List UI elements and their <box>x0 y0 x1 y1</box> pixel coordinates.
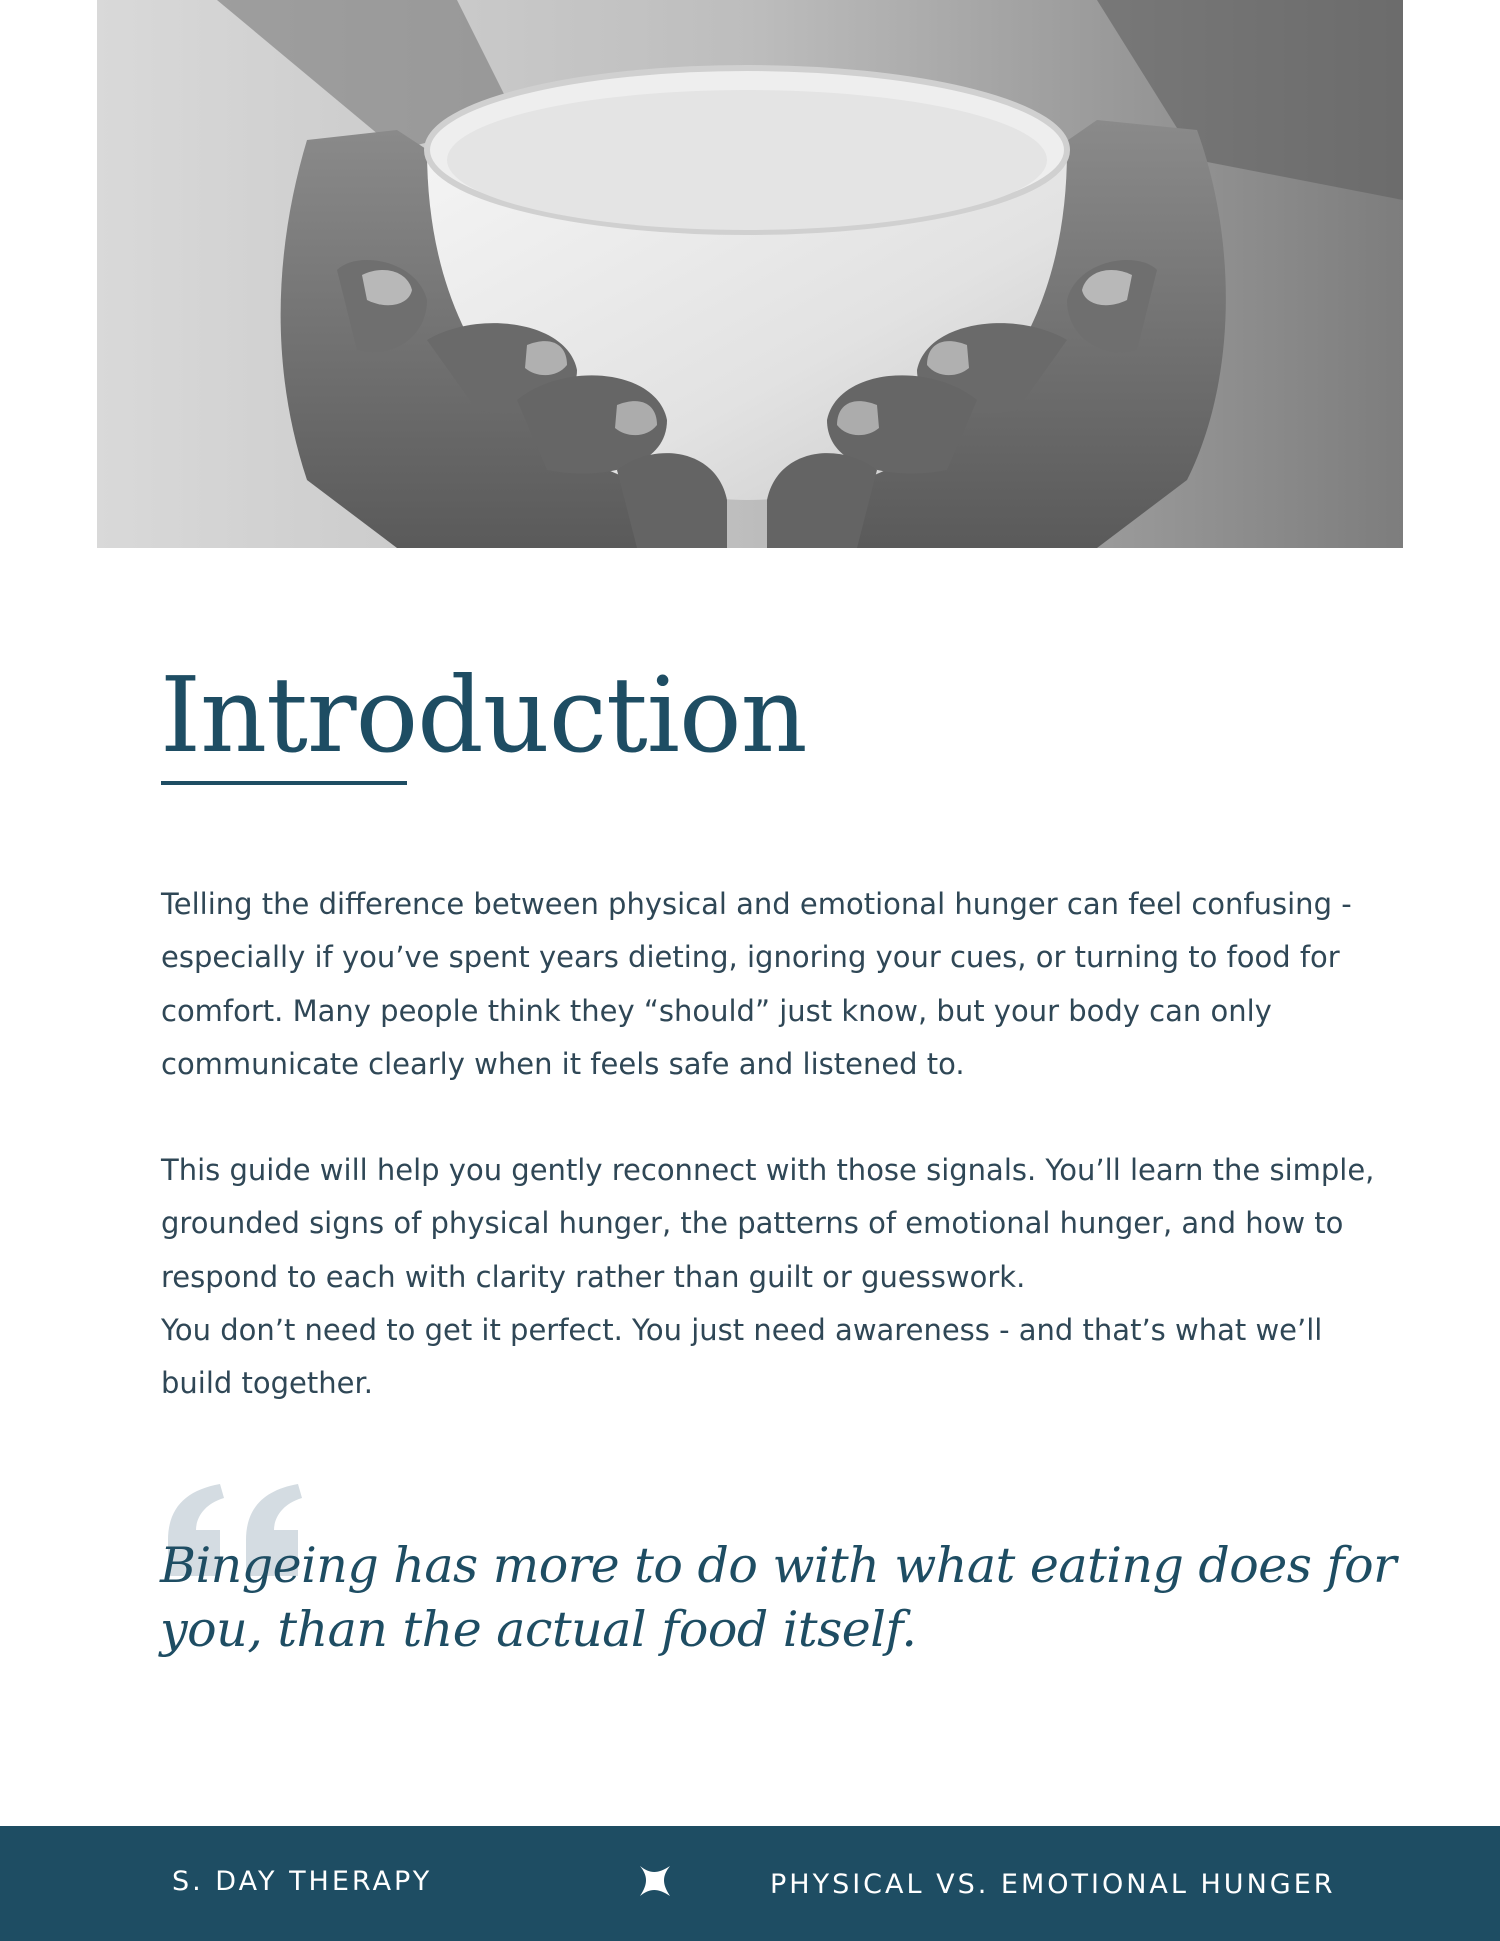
title-underline <box>161 781 407 785</box>
intro-paragraph-3: You don’t need to get it perfect. You just need awareness - and that’s what we’ll build together. <box>161 1313 1323 1401</box>
sparkle-star-icon <box>636 1862 672 1898</box>
intro-paragraph-1: Telling the difference between physical and emotional hunger can feel confusing - especially if you’ve spent years dieting, ignoring your cues, or turning to food for comfort. Many people think they “should” just know, but your body can only communicate clearly when it feels safe and listened to. <box>161 887 1352 1081</box>
hero-photo <box>97 0 1403 548</box>
footer-guide-title: PHYSICAL VS. EMOTIONAL HUNGER <box>770 1869 1336 1900</box>
intro-paragraph-2: This guide will help you gently reconnect with those signals. You’ll learn the simple, grounded signs of physical hunger, the patterns of emotional hunger, and how to respond to each with clarity rather than guilt or guesswork. <box>161 1153 1375 1294</box>
hands-holding-bowl-image <box>97 0 1403 548</box>
page-title: Introduction <box>160 654 807 776</box>
pull-quote: Bingeing has more to do with what eating does for you, than the actual food itself. <box>160 1537 1397 1658</box>
footer-brand: S. DAY THERAPY <box>172 1866 433 1897</box>
